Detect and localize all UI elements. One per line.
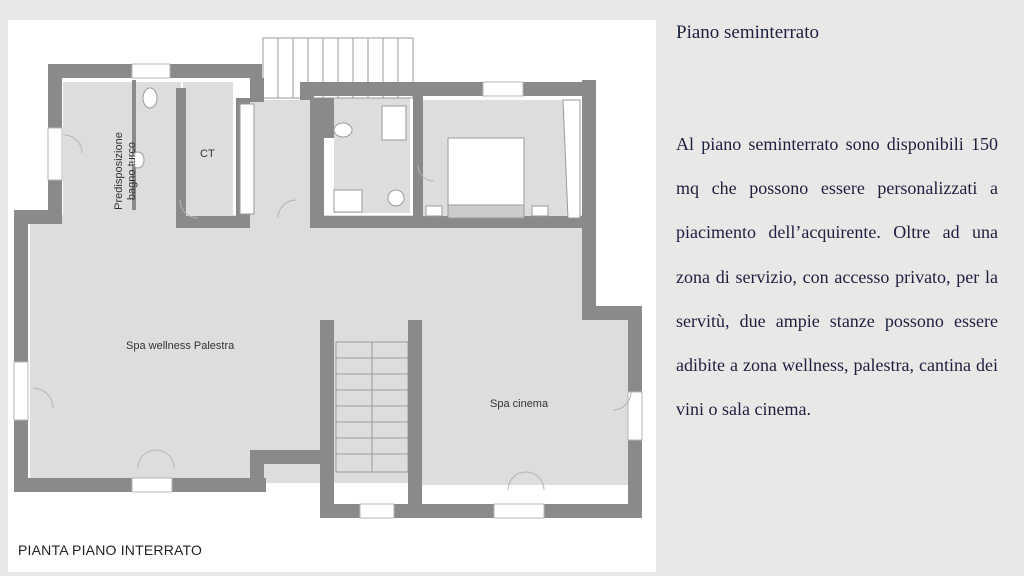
description-panel: [676, 18, 998, 431]
room-label-bagno-text: Predisposizione bagno turco: [113, 132, 138, 210]
room-label-spa-palestra: Spa wellness Palestra: [126, 340, 235, 352]
room-label-ct: CT: [200, 148, 215, 160]
room-label-spa-cinema: Spa cinema: [490, 398, 549, 410]
floor-plan-drawing: [8, 20, 656, 572]
room-label-bagno-turco: [113, 111, 139, 231]
description-body: Al piano seminterrato sono disponibili 150 mq che possono essere personalizzati a piacimento dell’acquirente. Oltre ad una zona di servizio, con accesso privato, per la servitù, due ampie stanze possono essere adibite a zona wellness, palestra, cantina dei vini o sala cinema.: [676, 134, 998, 420]
description-title: Piano seminterrato: [676, 22, 819, 43]
plan-caption: PIANTA PIANO INTERRATO: [18, 542, 203, 558]
floor-plan-panel: [8, 20, 656, 572]
